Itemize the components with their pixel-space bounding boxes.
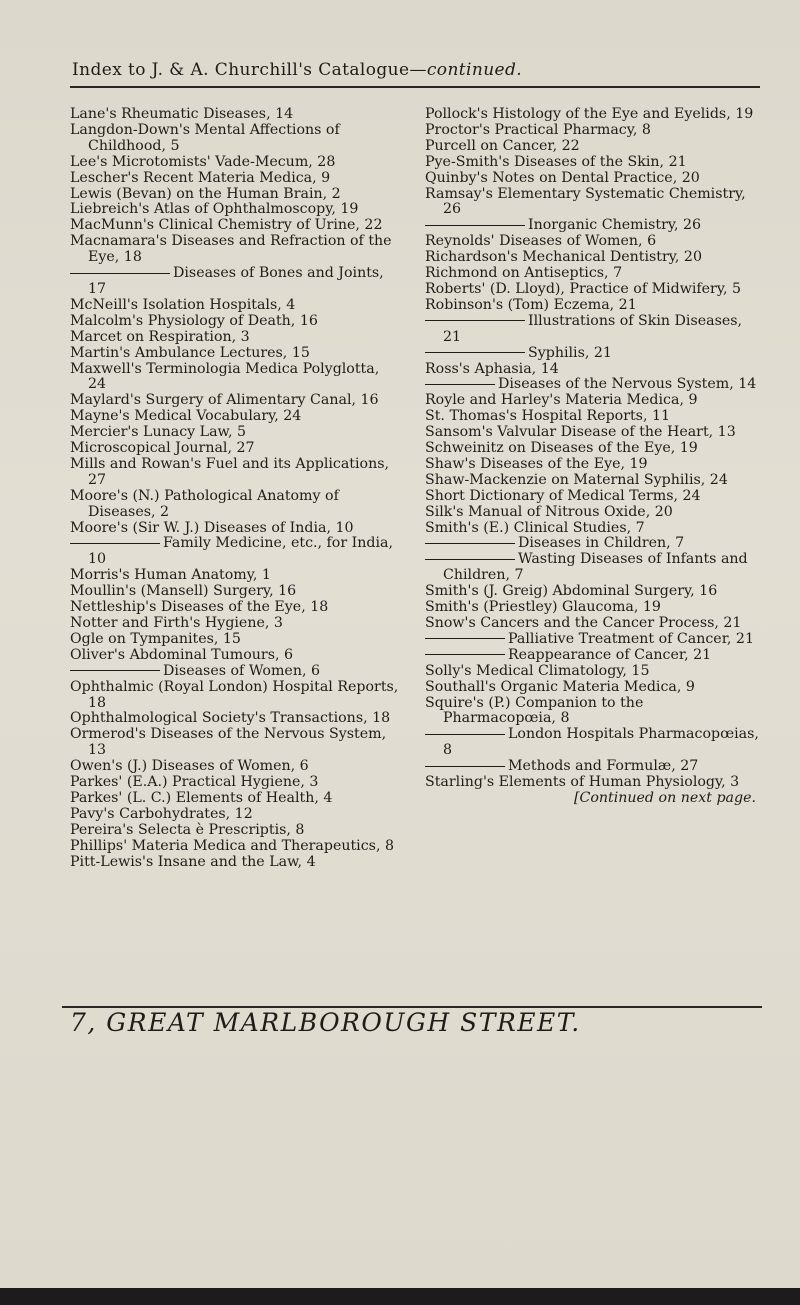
repeat-author-dash (425, 638, 505, 639)
index-entry (425, 393, 760, 409)
entry-text: Inorganic Chemistry, 26 (528, 217, 702, 234)
index-entry (425, 123, 760, 139)
entry-text: Syphilis, 21 (528, 344, 612, 361)
bottom-band (0, 1288, 800, 1305)
entry-text: Moore's (Sir W. J.) Diseases of India, 10 (70, 519, 354, 536)
entry-text: Proctor's Practical Pharmacy, 8 (425, 121, 651, 138)
index-entry (70, 107, 400, 123)
entry-text: Ogle on Tympanites, 15 (70, 630, 241, 647)
index-entry (425, 409, 760, 425)
entry-text: Richmond on Antiseptics, 7 (425, 265, 623, 282)
entry-text: Lescher's Recent Materia Medica, 9 (70, 169, 331, 186)
entry-text: Maylard's Surgery of Alimentary Canal, 16 (70, 392, 379, 409)
entry-text: Robinson's (Tom) Eczema, 21 (425, 296, 637, 313)
entry-text: Pollock's Histology of the Eye and Eyelids, 19 (425, 106, 754, 122)
index-entry (70, 775, 400, 791)
index-entry (70, 314, 400, 330)
entry-text: Short Dictionary of Medical Terms, 24 (425, 487, 701, 504)
entry-text: Richardson's Mechanical Dentistry, 20 (425, 249, 702, 266)
entry-text: Lane's Rheumatic Diseases, 14 (70, 106, 294, 122)
index-entry (425, 584, 760, 600)
index-entry (70, 568, 400, 584)
entry-text: Pereira's Selecta è Prescriptis, 8 (70, 821, 305, 838)
repeat-author-dash (425, 384, 495, 385)
index-entry (425, 648, 760, 664)
entry-text: Maxwell's Terminologia Medica Polyglotta, 24 (70, 360, 380, 393)
entry-text: McNeill's Isolation Hospitals, 4 (70, 296, 296, 313)
index-entry (425, 759, 760, 775)
index-entry (425, 727, 760, 759)
index-entry (425, 266, 760, 282)
index-entry (70, 155, 400, 171)
index-entry (425, 489, 760, 505)
index-entry (70, 536, 400, 568)
entry-text: Ross's Aphasia, 14 (425, 360, 559, 377)
index-entry (70, 457, 400, 489)
index-entry (70, 823, 400, 839)
entry-text: Quinby's Notes on Dental Practice, 20 (425, 169, 700, 186)
index-entry (425, 314, 760, 346)
index-entry (425, 680, 760, 696)
index-entry (70, 393, 400, 409)
entry-text: Ophthalmic (Royal London) Hospital Reports, 18 (70, 678, 399, 711)
index-entry (425, 536, 760, 552)
index-entry (425, 775, 760, 791)
index-entry (70, 759, 400, 775)
entry-text: Microscopical Journal, 27 (70, 440, 255, 457)
entry-text: Ormerod's Diseases of the Nervous System, 13 (70, 726, 387, 759)
entry-text: Ophthalmological Society's Transactions, 18 (70, 710, 391, 727)
index-entry (70, 727, 400, 759)
repeat-author-dash (425, 766, 505, 767)
index-entry (425, 696, 760, 728)
entry-text: Solly's Medical Climatology, 15 (425, 662, 650, 679)
index-entry (70, 584, 400, 600)
right-column (425, 107, 760, 807)
index-entry (425, 425, 760, 441)
index-entry (70, 632, 400, 648)
entry-text: Schweinitz on Diseases of the Eye, 19 (425, 440, 698, 457)
index-entry (70, 791, 400, 807)
index-entry (70, 711, 400, 727)
index-entry (425, 171, 760, 187)
index-entry (70, 521, 400, 537)
index-entry (425, 346, 760, 362)
index-entry (70, 807, 400, 823)
entry-text: Diseases of Bones and Joints, 17 (88, 265, 384, 297)
entry-text: Malcolm's Physiology of Death, 16 (70, 312, 318, 329)
index-entry (425, 552, 760, 584)
entry-text: Sansom's Valvular Disease of the Heart, 13 (425, 424, 736, 441)
entry-text: Macnamara's Diseases and Refraction of the Eye, 18 (70, 233, 392, 266)
index-entry (425, 107, 760, 123)
entry-text: Reynolds' Diseases of Women, 6 (425, 233, 657, 250)
entry-text: Mercier's Lunacy Law, 5 (70, 424, 247, 441)
header-prefix: Index to J. & A. Churchill's Catalogue— (72, 60, 427, 80)
index-entry (70, 600, 400, 616)
entry-text: Pye-Smith's Diseases of the Skin, 21 (425, 153, 687, 170)
continued-note: [Continued on next page. (573, 789, 756, 806)
entry-text: Starling's Elements of Human Physiology, 3 (425, 774, 740, 791)
index-entry (70, 839, 400, 855)
page-header (72, 60, 752, 80)
entry-text: Liebreich's Atlas of Ophthalmoscopy, 19 (70, 201, 359, 218)
index-entry (425, 457, 760, 473)
index-entry (425, 632, 760, 648)
entry-text: Wasting Diseases of Infants and Children, 7 (443, 551, 748, 584)
index-entry (425, 377, 760, 393)
entry-text: Diseases in Children, 7 (518, 535, 685, 552)
entry-text: Oliver's Abdominal Tumours, 6 (70, 646, 294, 663)
index-entry (425, 441, 760, 457)
entry-text: Moore's (N.) Pathological Anatomy of Diseases, 2 (70, 487, 339, 520)
index-entry (70, 330, 400, 346)
entry-text: Pitt-Lewis's Insane and the Law, 4 (70, 853, 316, 870)
index-entry (425, 362, 760, 378)
entry-text: Lee's Microtomists' Vade-Mecum, 28 (70, 153, 336, 170)
index-entry (425, 521, 760, 537)
entry-text: Southall's Organic Materia Medica, 9 (425, 678, 695, 695)
entry-text: Lewis (Bevan) on the Human Brain, 2 (70, 185, 341, 202)
entry-text: Marcet on Respiration, 3 (70, 328, 250, 345)
index-entry (70, 266, 400, 298)
street-address: 7, GREAT MARLBOROUGH STREET. (70, 1008, 581, 1037)
repeat-author-dash (70, 670, 160, 671)
index-entry (70, 409, 400, 425)
entry-text: London Hospitals Pharmacopœias, 8 (443, 726, 759, 759)
entry-text: Royle and Harley's Materia Medica, 9 (425, 392, 698, 409)
index-entry (70, 648, 400, 664)
entry-text: Morris's Human Anatomy, 1 (70, 567, 271, 584)
index-entry (70, 187, 400, 203)
index-entry (70, 680, 400, 712)
entry-text: Martin's Ambulance Lectures, 15 (70, 344, 310, 361)
repeat-author-dash (425, 734, 505, 735)
entry-text: Nettleship's Diseases of the Eye, 18 (70, 599, 329, 616)
repeat-author-dash (425, 225, 525, 226)
index-entry (425, 234, 760, 250)
entry-text: Silk's Manual of Nitrous Oxide, 20 (425, 503, 673, 520)
repeat-author-dash (425, 654, 505, 655)
entry-text: Squire's (P.) Companion to the Pharmacopœia, 8 (425, 694, 644, 727)
index-entry (425, 505, 760, 521)
index-entry (70, 202, 400, 218)
index-entry (70, 441, 400, 457)
entry-text: Shaw's Diseases of the Eye, 19 (425, 455, 648, 472)
entry-text: Family Medicine, etc., for India, 10 (88, 535, 393, 568)
index-entry (425, 250, 760, 266)
index-entry (70, 362, 400, 394)
index-entry (425, 218, 760, 234)
index-entry (70, 664, 400, 680)
entry-text: Roberts' (D. Lloyd), Practice of Midwifery, 5 (425, 280, 742, 297)
entry-text: Illustrations of Skin Diseases, 21 (443, 312, 743, 345)
entry-text: Pavy's Carbohydrates, 12 (70, 805, 253, 822)
entry-text: Smith's (J. Greig) Abdominal Surgery, 16 (425, 583, 718, 600)
index-entry (70, 346, 400, 362)
entry-text: Purcell on Cancer, 22 (425, 137, 580, 154)
index-entry (70, 489, 400, 521)
entry-text: Smith's (Priestley) Glaucoma, 19 (425, 599, 661, 616)
index-entry (70, 298, 400, 314)
index-entry (70, 616, 400, 632)
entry-text: Reappearance of Cancer, 21 (508, 646, 712, 663)
entry-text: Phillips' Materia Medica and Therapeutics, 8 (70, 837, 394, 854)
index-entry (425, 155, 760, 171)
entry-text: Ramsay's Elementary Systematic Chemistry, 26 (425, 185, 746, 218)
index-entry (425, 664, 760, 680)
entry-text: MacMunn's Clinical Chemistry of Urine, 22 (70, 217, 383, 234)
index-entry (70, 234, 400, 266)
entry-text: Parkes' (L. C.) Elements of Health, 4 (70, 789, 333, 806)
repeat-author-dash (425, 320, 525, 321)
index-entry (70, 855, 400, 871)
entry-text: Notter and Firth's Hygiene, 3 (70, 615, 283, 631)
entry-text: Smith's (E.) Clinical Studies, 7 (425, 519, 645, 536)
index-entry (70, 425, 400, 441)
repeat-author-dash (425, 559, 515, 560)
header-rule (70, 86, 760, 88)
header-suffix: continued. (426, 60, 523, 80)
repeat-author-dash (70, 273, 170, 274)
entry-text: Diseases of Women, 6 (163, 662, 321, 679)
entry-text: Shaw-Mackenzie on Maternal Syphilis, 24 (425, 471, 728, 488)
left-column (70, 107, 400, 871)
entry-text: Moullin's (Mansell) Surgery, 16 (70, 583, 297, 600)
index-entry (425, 298, 760, 314)
index-entry (425, 600, 760, 616)
index-entry (425, 139, 760, 155)
index-entry (70, 171, 400, 187)
repeat-author-dash (70, 543, 160, 544)
entry-text: Methods and Formulæ, 27 (508, 758, 699, 775)
index-entry (425, 282, 760, 298)
repeat-author-dash (425, 352, 525, 353)
index-entry (425, 187, 760, 219)
entry-text: Diseases of the Nervous System, 14 (498, 376, 757, 393)
index-entry (425, 473, 760, 489)
entry-text: Mills and Rowan's Fuel and its Applications, 27 (70, 455, 390, 488)
entry-text: Snow's Cancers and the Cancer Process, 21 (425, 615, 742, 631)
entry-text: Palliative Treatment of Cancer, 21 (508, 630, 754, 647)
entry-text: Owen's (J.) Diseases of Women, 6 (70, 758, 309, 775)
index-entry (70, 123, 400, 155)
entry-text: Langdon-Down's Mental Affections of Childhood, 5 (70, 121, 340, 154)
index-entry (425, 616, 760, 632)
entry-text: Parkes' (E.A.) Practical Hygiene, 3 (70, 774, 319, 791)
entry-text: Mayne's Medical Vocabulary, 24 (70, 408, 302, 425)
repeat-author-dash (425, 543, 515, 544)
index-entry (70, 218, 400, 234)
entry-text: St. Thomas's Hospital Reports, 11 (425, 408, 671, 425)
